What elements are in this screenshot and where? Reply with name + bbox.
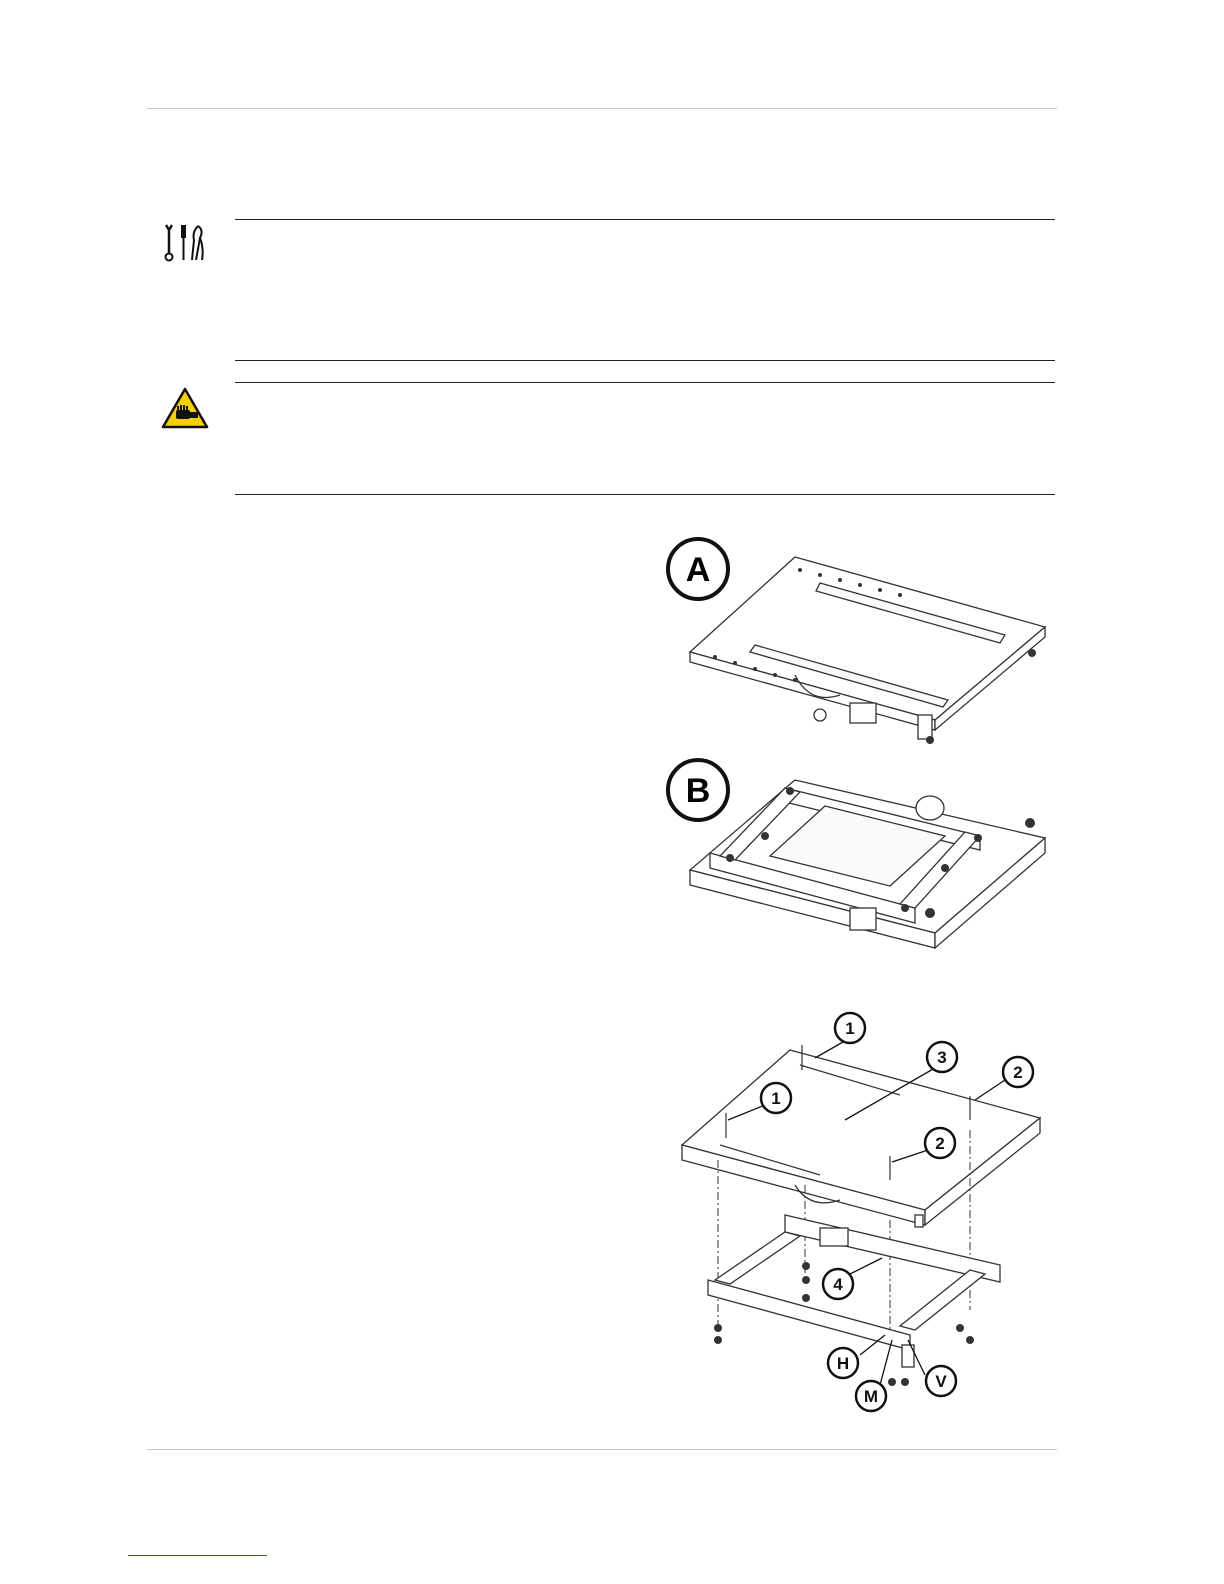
caution-note-top-rule	[235, 382, 1055, 383]
caution-note-bottom-rule	[235, 494, 1055, 495]
footer-rule	[147, 1449, 1057, 1450]
tools-icon	[160, 222, 210, 264]
callout-h: H	[836, 1354, 850, 1373]
callout-1b: 1	[771, 1089, 781, 1108]
hand-crush-warning-icon	[160, 386, 210, 430]
callout-2a: 2	[1013, 1063, 1023, 1082]
callout-v: V	[935, 1372, 947, 1391]
figure-label-b: B	[685, 772, 711, 810]
figure-exploded-assembly	[670, 1010, 1070, 1430]
tools-note-top-rule	[235, 219, 1055, 220]
tools-note-bottom-rule	[235, 360, 1055, 361]
figure-label-a: A	[685, 551, 711, 589]
header-rule	[147, 108, 1057, 109]
figure-b-frame-assembly	[660, 758, 1060, 968]
footer-link-underline[interactable]	[128, 1555, 267, 1556]
callout-2b: 2	[935, 1134, 945, 1153]
callout-4: 4	[833, 1275, 843, 1294]
callout-m: M	[863, 1387, 879, 1406]
callout-3: 3	[937, 1048, 947, 1067]
callout-1a: 1	[845, 1019, 855, 1038]
figure-a-top-plate	[660, 535, 1060, 750]
